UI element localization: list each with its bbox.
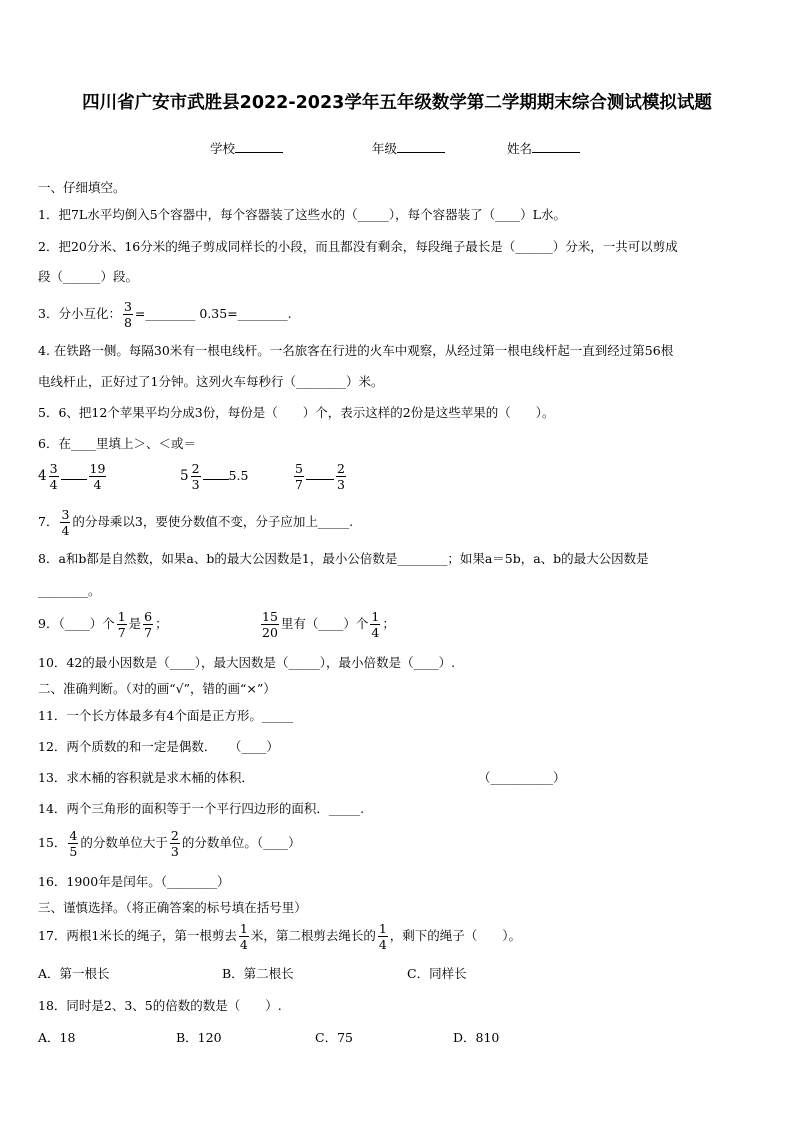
section-3-heading: 三、谨慎选择。（将正确答案的标号填在括号里） xyxy=(38,900,307,915)
grade-field[interactable]: 年级 xyxy=(372,143,445,156)
question-7: 7． $\frac{3}{4}$ 的分母乘以3，要使分数值不变，分子应加上_____. xyxy=(38,507,354,539)
question-13-answer[interactable]: （__________） xyxy=(478,770,566,785)
question-14: 14．两个三角形的面积等于一个平行四边形的面积．_____. xyxy=(38,801,365,816)
page-title: 四川省广安市武胜县2022-2023学年五年级数学第二学期期末综合测试模拟试题 xyxy=(82,93,712,113)
question-15: 15． $\frac{4}{5}$ 的分数单位大于 $\frac{2}{3}$ 的分数单位。（____） xyxy=(38,828,301,860)
question-4-line-2: 电线杆止，正好过了1分钟。这列火车每秒行（________）米。 xyxy=(38,374,384,389)
question-8-line-2: ________。 xyxy=(38,583,101,598)
question-12: 12．两个质数的和一定是偶数． （____） xyxy=(38,739,279,754)
fraction: $\frac{1}{7}$ xyxy=(117,609,126,641)
question-9-part-2: $\frac{15}{20}$ 里有（____）个 $\frac{1}{4}$ ； xyxy=(262,609,395,641)
question-1: 1．把7L水平均倒入5个容器中，每个容器装了这些水的（_____），每个容器装了（____）L水。 xyxy=(38,207,566,222)
question-8-line-1: 8．a和b都是自然数，如果a、b的最大公因数是1，最小公倍数是________；如果a＝5b，a、b的最大公因数是 xyxy=(38,551,649,566)
question-9-part-1: 9．（____）个 $\frac{1}{7}$ 是 $\frac{6}{7}$ ； xyxy=(38,609,168,641)
answer-blank[interactable] xyxy=(203,479,229,480)
question-6-item-c xyxy=(292,462,348,491)
question-6-item-a: 4 $\frac{3}{4}$ $\frac{19}{4}$ xyxy=(38,461,106,493)
fraction: $\frac{4}{5}$ xyxy=(69,828,78,860)
school-blank[interactable] xyxy=(235,152,283,153)
question-18: 18．同时是2、3、5的倍数的数是（ ）. xyxy=(38,998,282,1013)
name-blank[interactable] xyxy=(532,152,580,153)
fraction: $\frac{1}{4}$ xyxy=(239,921,248,953)
q17-option-a[interactable]: A．第一根长 xyxy=(38,966,110,981)
question-17: 17．两根1米长的绳子，第一根剪去 $\frac{1}{4}$ 米，第二根剪去绳长的 $\frac{1}{4}$ ，剩下的绳子（ ）。 xyxy=(38,921,522,953)
fraction: $\frac{1}{4}$ xyxy=(371,609,380,641)
fraction: $\frac{2}{3}$ xyxy=(170,828,179,860)
answer-blank[interactable] xyxy=(61,479,87,480)
fraction: $\frac{5}{7}$ xyxy=(295,461,303,493)
fraction: $\frac{3}{4}$ xyxy=(49,461,58,493)
question-4-line-1: 4. 在铁路一侧。每隔30米有一根电线杆。一名旅客在行进的火车中观察，从经过第一根电线杆起一直到经过第56根 xyxy=(38,343,674,358)
question-13: 13．求木桶的容积就是求木桶的体积． xyxy=(38,770,254,785)
q18-option-d[interactable]: D．810 xyxy=(453,1030,500,1045)
fraction: $\frac{2}{3}$ xyxy=(191,461,200,493)
question-3: 3．分小互化： $\frac{3}{8}$ =________ 0.35=________. xyxy=(38,299,292,331)
question-6: 6．在____里填上＞、＜或＝ xyxy=(38,436,196,451)
question-16: 16．1900年是闰年。（________） xyxy=(38,874,230,889)
fraction: $\frac{1}{4}$ xyxy=(378,921,387,953)
answer-blank[interactable] xyxy=(306,479,334,480)
q17-option-c[interactable]: C．同样长 xyxy=(407,966,467,981)
question-6-item-b: 5 $\frac{2}{3}$ 5.5 xyxy=(180,461,249,493)
q18-option-a[interactable]: A．18 xyxy=(38,1030,76,1045)
grade-blank[interactable] xyxy=(397,152,445,153)
q18-option-c[interactable]: C．75 xyxy=(315,1030,353,1045)
question-2-line-2: 段（______）段。 xyxy=(38,269,139,284)
question-11: 11．一个长方体最多有4个面是正方形。_____ xyxy=(38,708,294,723)
fraction: $\frac{6}{7}$ xyxy=(144,609,153,641)
fraction: $\frac{15}{20}$ xyxy=(262,609,278,641)
fraction: $\frac{3}{4}$ xyxy=(61,507,70,539)
fraction: $\frac{3}{8}$ xyxy=(123,299,132,331)
name-field[interactable]: 姓名 xyxy=(507,143,580,156)
section-1-heading: 一、仔细填空。 xyxy=(38,180,126,195)
fraction: $\frac{19}{4}$ xyxy=(89,461,106,493)
q17-option-b[interactable]: B．第二根长 xyxy=(222,966,294,981)
section-2-heading: 二、准确判断。（对的画“√”，错的画“×”） xyxy=(38,681,276,696)
question-5: 5．6、把12个苹果平均分成3份，每份是（ ）个，表示这样的2份是这些苹果的（ ）。 xyxy=(38,405,555,420)
question-10: 10．42的最小因数是（____），最大因数是（_____），最小倍数是（____）. xyxy=(38,655,456,670)
q18-option-b[interactable]: B．120 xyxy=(176,1030,222,1045)
school-field[interactable]: 学校 xyxy=(210,143,283,156)
fraction: $\frac{2}{3}$ xyxy=(336,461,345,493)
question-2-line-1: 2．把20分米、16分米的绳子剪成同样长的小段，而且都没有剩余，每段绳子最长是（______）分米，一共可以剪成 xyxy=(38,239,678,254)
